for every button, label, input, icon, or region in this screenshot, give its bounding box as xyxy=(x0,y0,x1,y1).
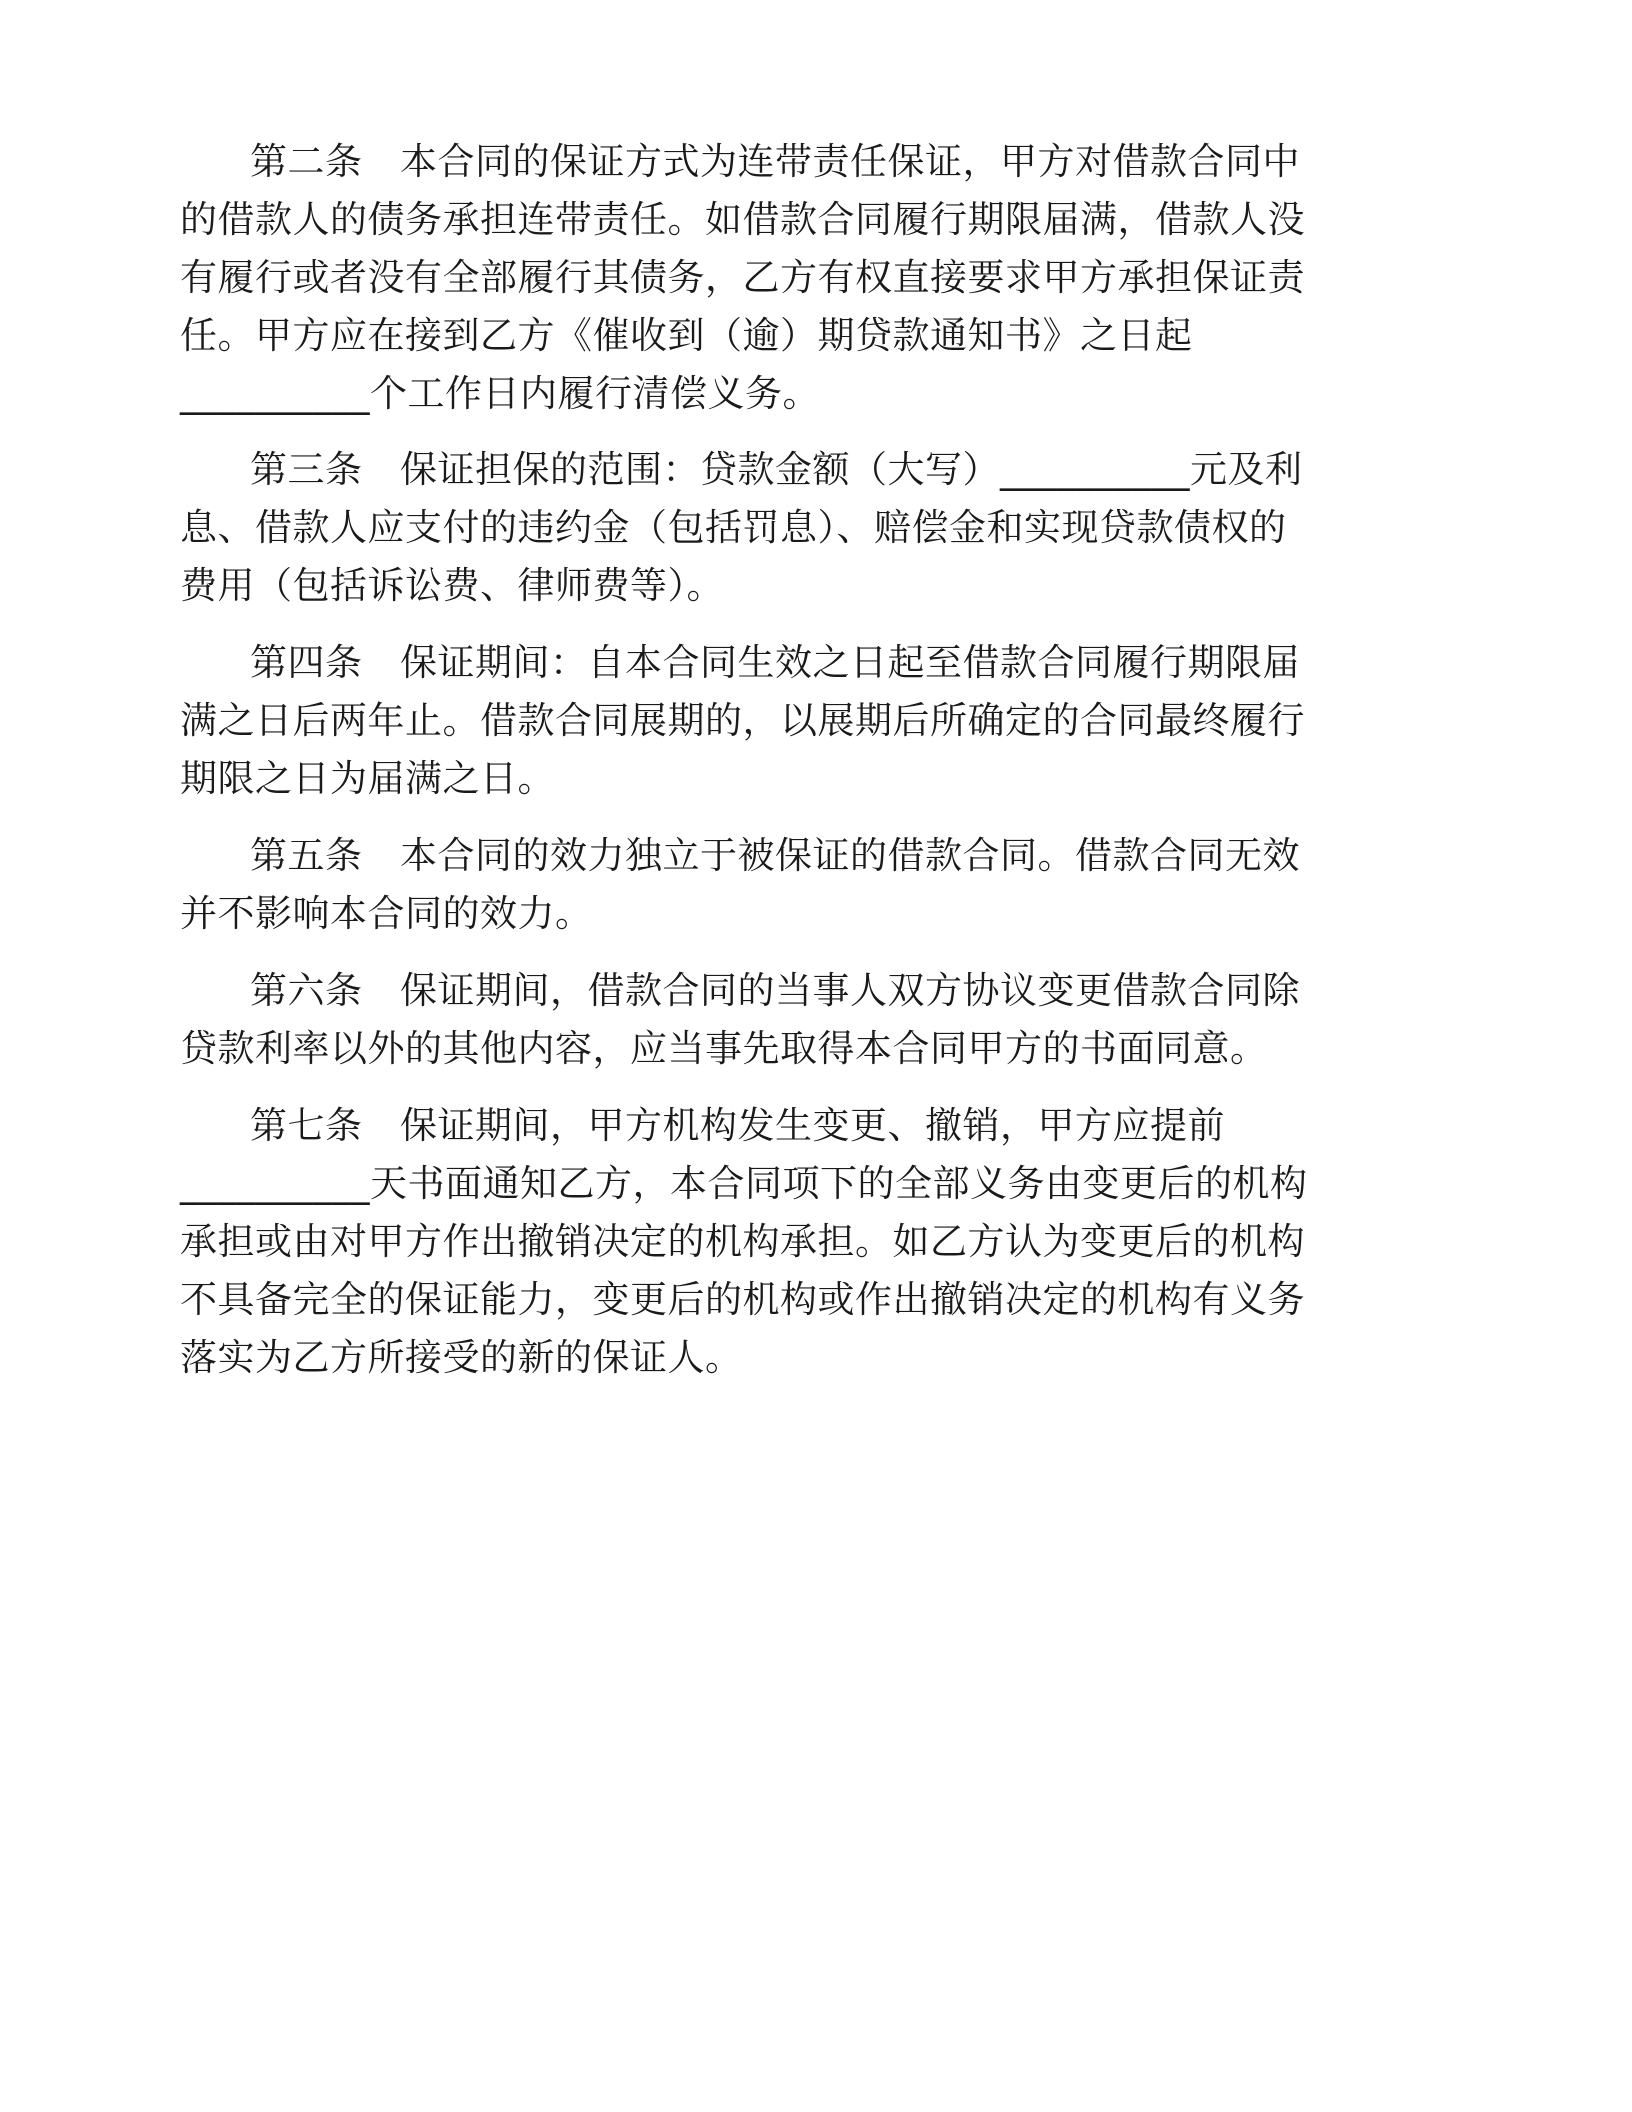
paragraph-line: 的借款人的债务承担连带责任。如借款合同履行期限届满，借款人没 xyxy=(180,198,1305,241)
paragraph-line: 第二条 本合同的保证方式为连带责任保证，甲方对借款合同中 xyxy=(250,140,1300,183)
paragraph-line: 任。甲方应在接到乙方《催收到（逾）期贷款通知书》之日起 xyxy=(180,314,1193,357)
paragraph-line: 落实为乙方所接受的新的保证人。 xyxy=(180,1336,743,1379)
paragraph-line: 费用（包括诉讼费、律师费等）。 xyxy=(180,564,724,607)
paragraph-line: 期限之日为届满之日。 xyxy=(180,757,555,800)
paragraph-line: 第七条 保证期间，甲方机构发生变更、撤销，甲方应提前 xyxy=(250,1104,1225,1147)
paragraph-line: 第四条 保证期间：自本合同生效之日起至借款合同履行期限届 xyxy=(250,641,1300,684)
paragraph-line: 第三条 保证担保的范围：贷款金额（大写）__________元及利 xyxy=(250,448,1303,491)
paragraph-line: 满之日后两年止。借款合同展期的，以展期后所确定的合同最终履行 xyxy=(180,699,1305,742)
paragraph-line: 有履行或者没有全部履行其债务，乙方有权直接要求甲方承担保证责 xyxy=(180,256,1305,299)
paragraph-line: 贷款利率以外的其他内容，应当事先取得本合同甲方的书面同意。 xyxy=(180,1027,1268,1070)
paragraph-line: 不具备完全的保证能力，变更后的机构或作出撤销决定的机构有义务 xyxy=(180,1278,1305,1321)
paragraph-line: 第六条 保证期间，借款合同的当事人双方协议变更借款合同除 xyxy=(250,969,1300,1012)
paragraph-line: 第五条 本合同的效力独立于被保证的借款合同。借款合同无效 xyxy=(250,834,1300,877)
paragraph-line: 并不影响本合同的效力。 xyxy=(180,892,593,935)
paragraph-line: __________天书面通知乙方，本合同项下的全部义务由变更后的机构 xyxy=(180,1162,1308,1205)
paragraph-line: 承担或由对甲方作出撤销决定的机构承担。如乙方认为变更后的机构 xyxy=(180,1220,1305,1263)
paragraph-line: __________个工作日内履行清偿义务。 xyxy=(180,372,820,415)
paragraph-line: 息、借款人应支付的违约金（包括罚息）、赔偿金和实现贷款债权的 xyxy=(180,506,1287,549)
